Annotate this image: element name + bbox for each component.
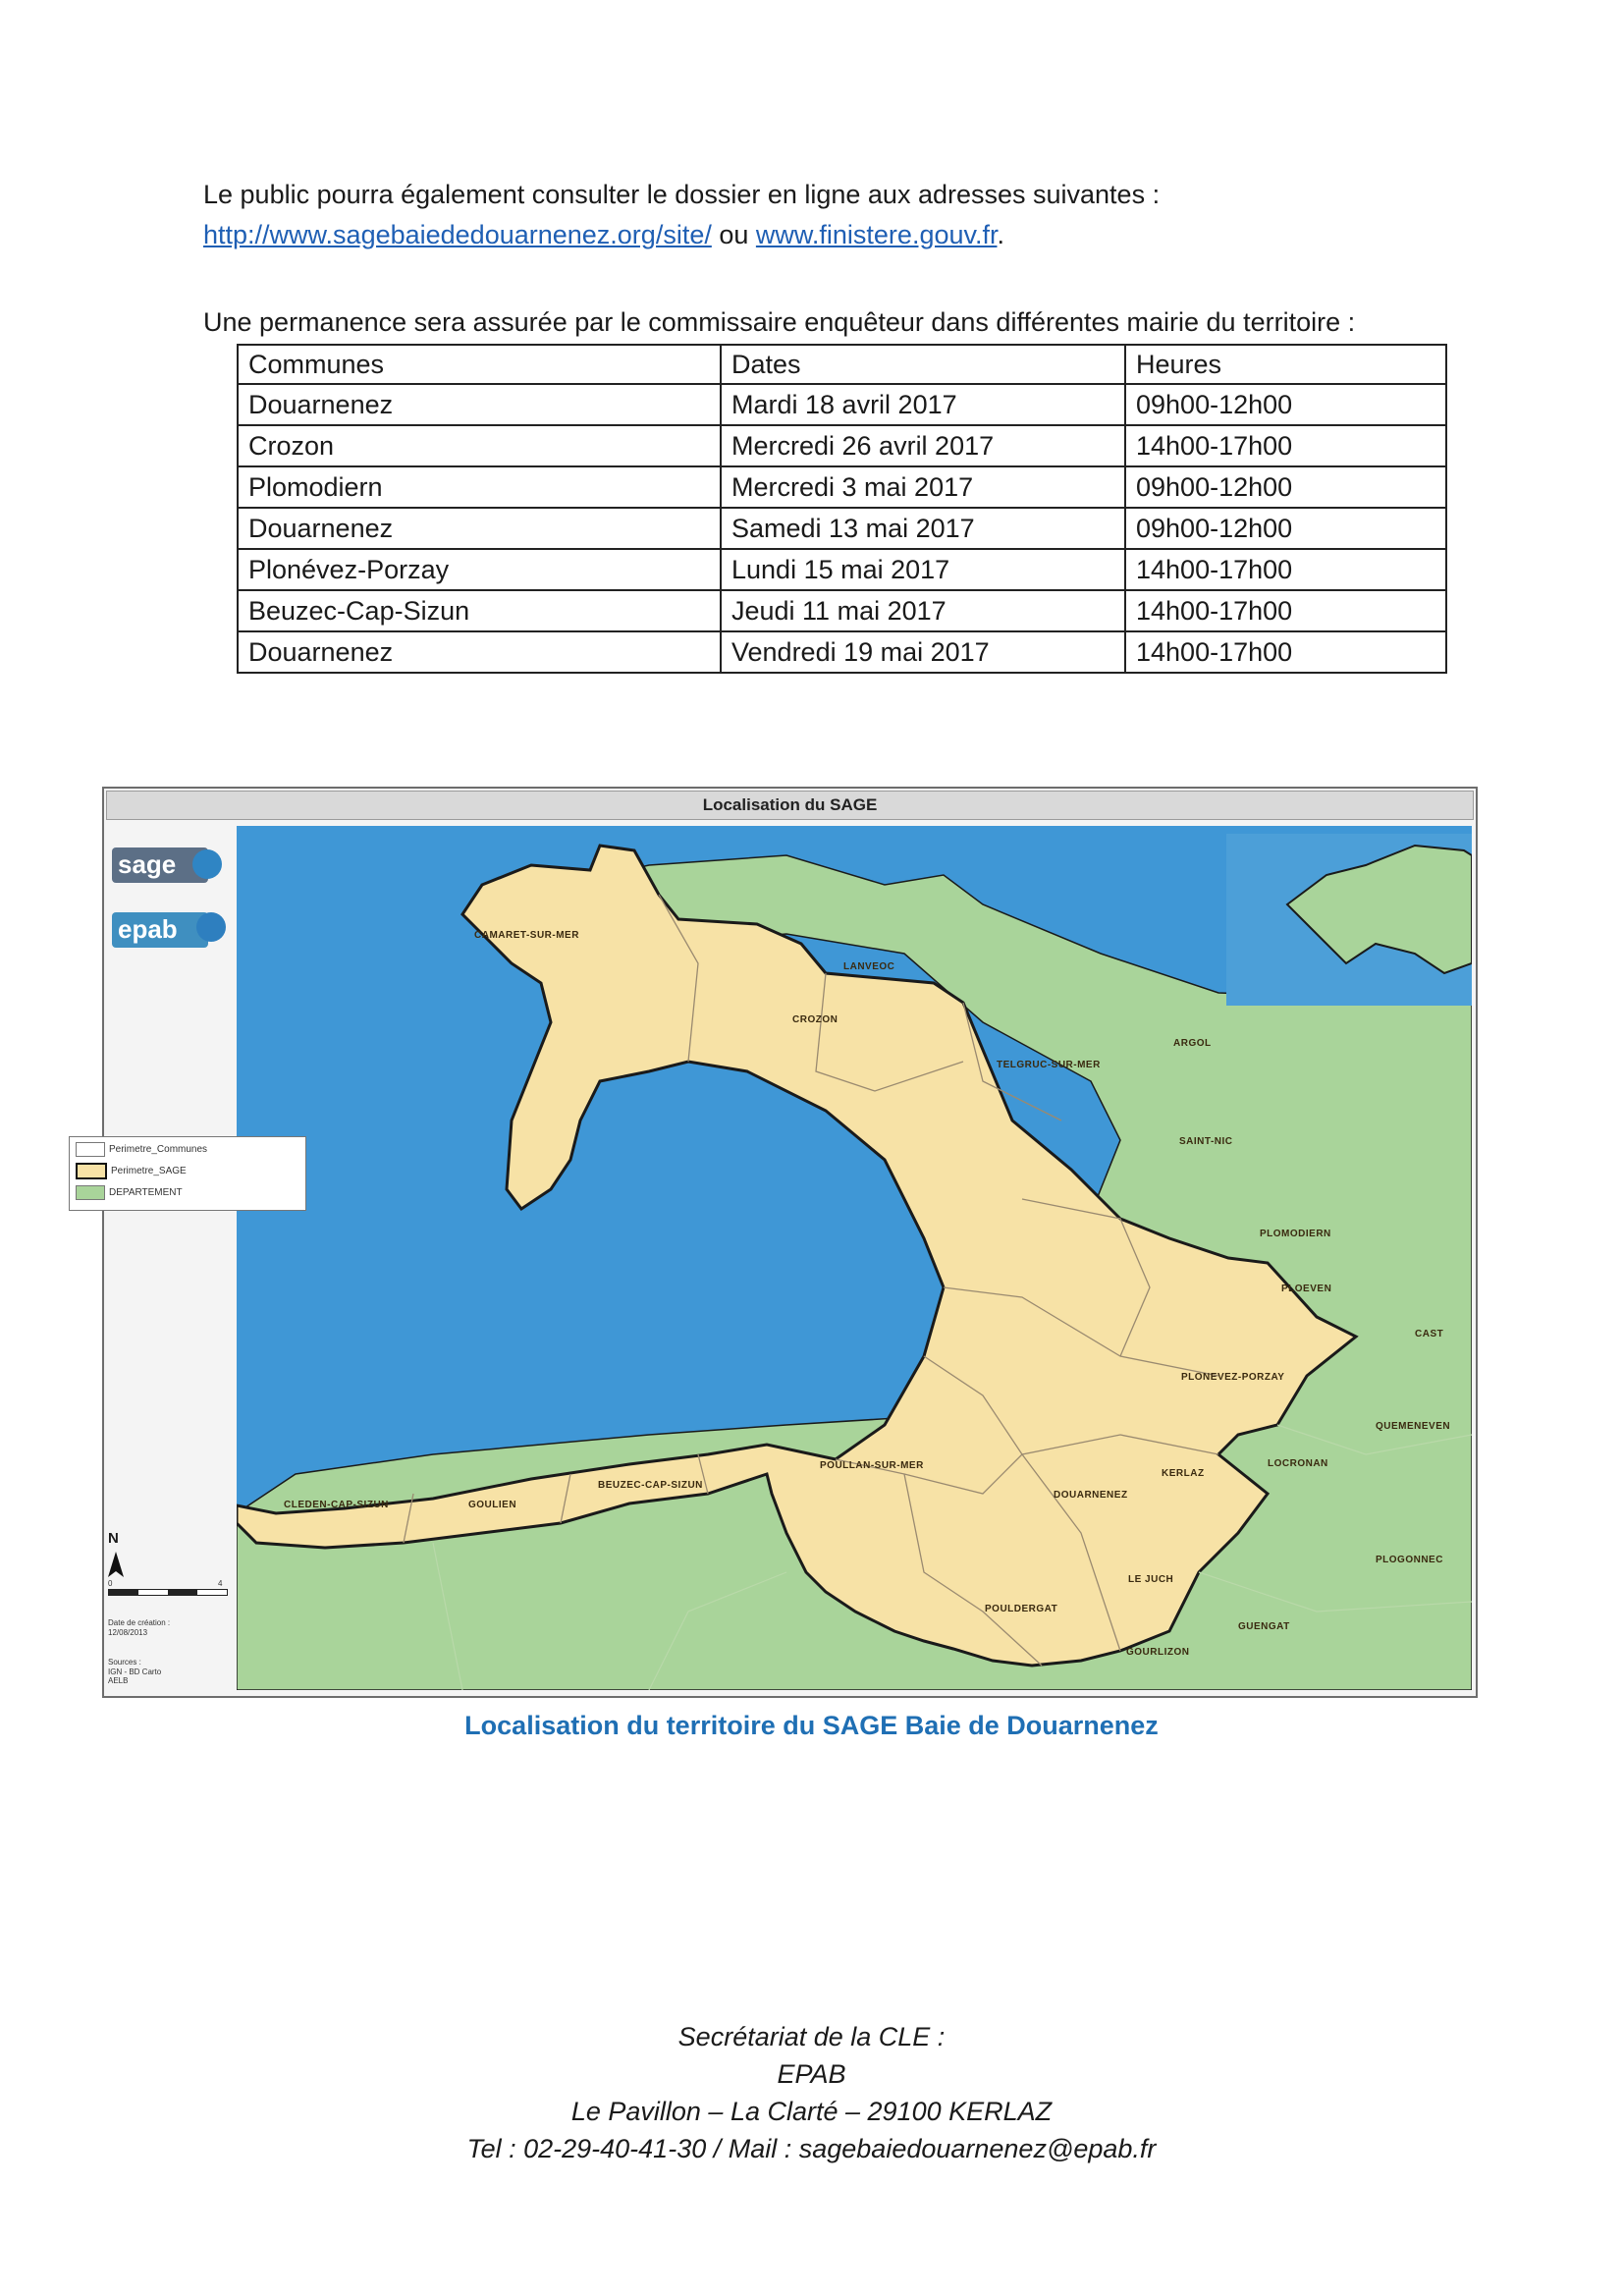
label-lanveoc: LANVEOC: [843, 961, 895, 972]
legend-swatch-departement: [76, 1185, 105, 1200]
sage-logo: sage: [112, 847, 208, 883]
legend-item-departement: [76, 1184, 183, 1202]
cell-heure: 09h00-12h00: [1125, 466, 1446, 508]
map-title: Localisation du SAGE: [106, 791, 1474, 820]
scale-bar: [108, 1589, 228, 1596]
cell-date: Mercredi 26 avril 2017: [721, 425, 1125, 466]
label-cast: CAST: [1415, 1329, 1444, 1339]
cell-date: Vendredi 19 mai 2017: [721, 631, 1125, 673]
creation-label: Date de création :: [108, 1618, 171, 1627]
sources-text: IGN - BD Carto AELB: [108, 1667, 162, 1685]
cell-commune: Plomodiern: [238, 466, 721, 508]
table-row: [238, 508, 1446, 549]
prefecture-link[interactable]: www.finistere.gouv.fr: [755, 220, 998, 249]
header-heures: Heures: [1125, 345, 1446, 384]
legend-swatch-communes: [76, 1142, 105, 1157]
north-arrow-icon: [106, 1550, 126, 1579]
cell-commune: Beuzec-Cap-Sizun: [238, 590, 721, 631]
label-douarnenez: DOUARNENEZ: [1054, 1490, 1128, 1501]
cell-date: Samedi 13 mai 2017: [721, 508, 1125, 549]
label-pouldergat: POULDERGAT: [985, 1604, 1058, 1614]
legend-swatch-sage: [76, 1163, 107, 1179]
cell-date: Lundi 15 mai 2017: [721, 549, 1125, 590]
intro-line: Le public pourra également consulter le dossier en ligne aux adresses suivantes :: [203, 180, 1161, 209]
map-legend: [69, 1136, 306, 1211]
label-argol: ARGOL: [1173, 1038, 1212, 1049]
label-goulien: GOULIEN: [468, 1500, 517, 1510]
epab-logo-dots-icon: [196, 912, 226, 942]
label-plomodiern: PLOMODIERN: [1260, 1229, 1331, 1239]
table-row: [238, 466, 1446, 508]
label-camaret: CAMARET-SUR-MER: [474, 930, 579, 941]
label-plogonnec: PLOGONNEC: [1376, 1555, 1443, 1565]
cell-commune: Douarnenez: [238, 384, 721, 425]
table-row: [238, 631, 1446, 673]
label-kerlaz: KERLAZ: [1162, 1468, 1205, 1479]
cell-heure: 14h00-17h00: [1125, 590, 1446, 631]
cell-commune: Douarnenez: [238, 508, 721, 549]
footer-line3: Le Pavillon – La Clarté – 29100 KERLAZ: [570, 2097, 1053, 2126]
cell-date: Jeudi 11 mai 2017: [721, 590, 1125, 631]
scale-start: 0: [108, 1579, 113, 1588]
cell-commune: Plonévez-Porzay: [238, 549, 721, 590]
cell-heure: 14h00-17h00: [1125, 631, 1446, 673]
cell-heure: 09h00-12h00: [1125, 384, 1446, 425]
table-row: [238, 425, 1446, 466]
links-line: [203, 218, 1004, 251]
table-header-row: [238, 345, 1446, 384]
label-guengat: GUENGAT: [1238, 1621, 1290, 1632]
map-caption: Localisation du territoire du SAGE Baie de Douarnenez: [464, 1711, 1159, 1740]
creation-date: 12/08/2013: [108, 1628, 148, 1637]
cell-heure: 09h00-12h00: [1125, 508, 1446, 549]
sage-logo-dots-icon: [192, 849, 222, 879]
table-row: [238, 549, 1446, 590]
label-beuzec: BEUZEC-CAP-SIZUN: [598, 1480, 703, 1491]
permanence-intro: Une permanence sera assurée par le commissaire enquêteur dans différentes mairie du territoire :: [203, 307, 1356, 337]
scale-end: 4: [218, 1579, 223, 1588]
footer-line4: Tel : 02-29-40-41-30 / Mail : sagebaiedouarnenez@epab.fr: [466, 2134, 1157, 2163]
north-arrow-label: N: [108, 1530, 119, 1547]
label-locronan: LOCRONAN: [1268, 1458, 1328, 1469]
label-gourlizon: GOURLIZON: [1126, 1647, 1190, 1658]
footer-line2: EPAB: [777, 2059, 846, 2089]
label-telgruc: TELGRUC-SUR-MER: [997, 1060, 1101, 1070]
header-communes: Communes: [238, 345, 721, 384]
cell-heure: 14h00-17h00: [1125, 425, 1446, 466]
label-ploeven: PLOEVEN: [1281, 1284, 1332, 1294]
sage-map-figure: [102, 787, 1478, 1698]
sources-label: Sources :: [108, 1658, 141, 1667]
label-lejuch: LE JUCH: [1128, 1574, 1174, 1585]
label-crozon: CROZON: [792, 1014, 839, 1025]
cell-heure: 14h00-17h00: [1125, 549, 1446, 590]
label-cleden: CLEDEN-CAP-SIZUN: [284, 1500, 389, 1510]
label-plonevez: PLONEVEZ-PORZAY: [1181, 1372, 1285, 1383]
cell-commune: Crozon: [238, 425, 721, 466]
epab-logo: epab: [112, 912, 208, 948]
cell-date: Mardi 18 avril 2017: [721, 384, 1125, 425]
or-text: ou: [711, 220, 756, 249]
cell-commune: Douarnenez: [238, 631, 721, 673]
legend-label-departement: DEPARTEMENT: [109, 1187, 183, 1198]
legend-label-sage: Perimetre_SAGE: [111, 1166, 187, 1177]
label-quemeneven: QUEMENEVEN: [1376, 1421, 1451, 1432]
period-text: .: [997, 220, 1005, 249]
table-row: [238, 384, 1446, 425]
permanence-table: [237, 344, 1447, 674]
legend-label-communes: Perimetre_Communes: [109, 1144, 208, 1155]
label-poullan: POULLAN-SUR-MER: [820, 1460, 924, 1471]
label-saintnic: SAINT-NIC: [1179, 1136, 1233, 1147]
footer-line1: Secrétariat de la CLE :: [677, 2022, 946, 2051]
map-canvas: [237, 826, 1472, 1690]
legend-item-communes: [76, 1141, 207, 1159]
table-row: [238, 590, 1446, 631]
header-dates: Dates: [721, 345, 1125, 384]
cell-date: Mercredi 3 mai 2017: [721, 466, 1125, 508]
legend-item-sage: [76, 1163, 187, 1180]
sage-site-link[interactable]: http://www.sagebaiededouarnenez.org/site/: [203, 220, 712, 249]
